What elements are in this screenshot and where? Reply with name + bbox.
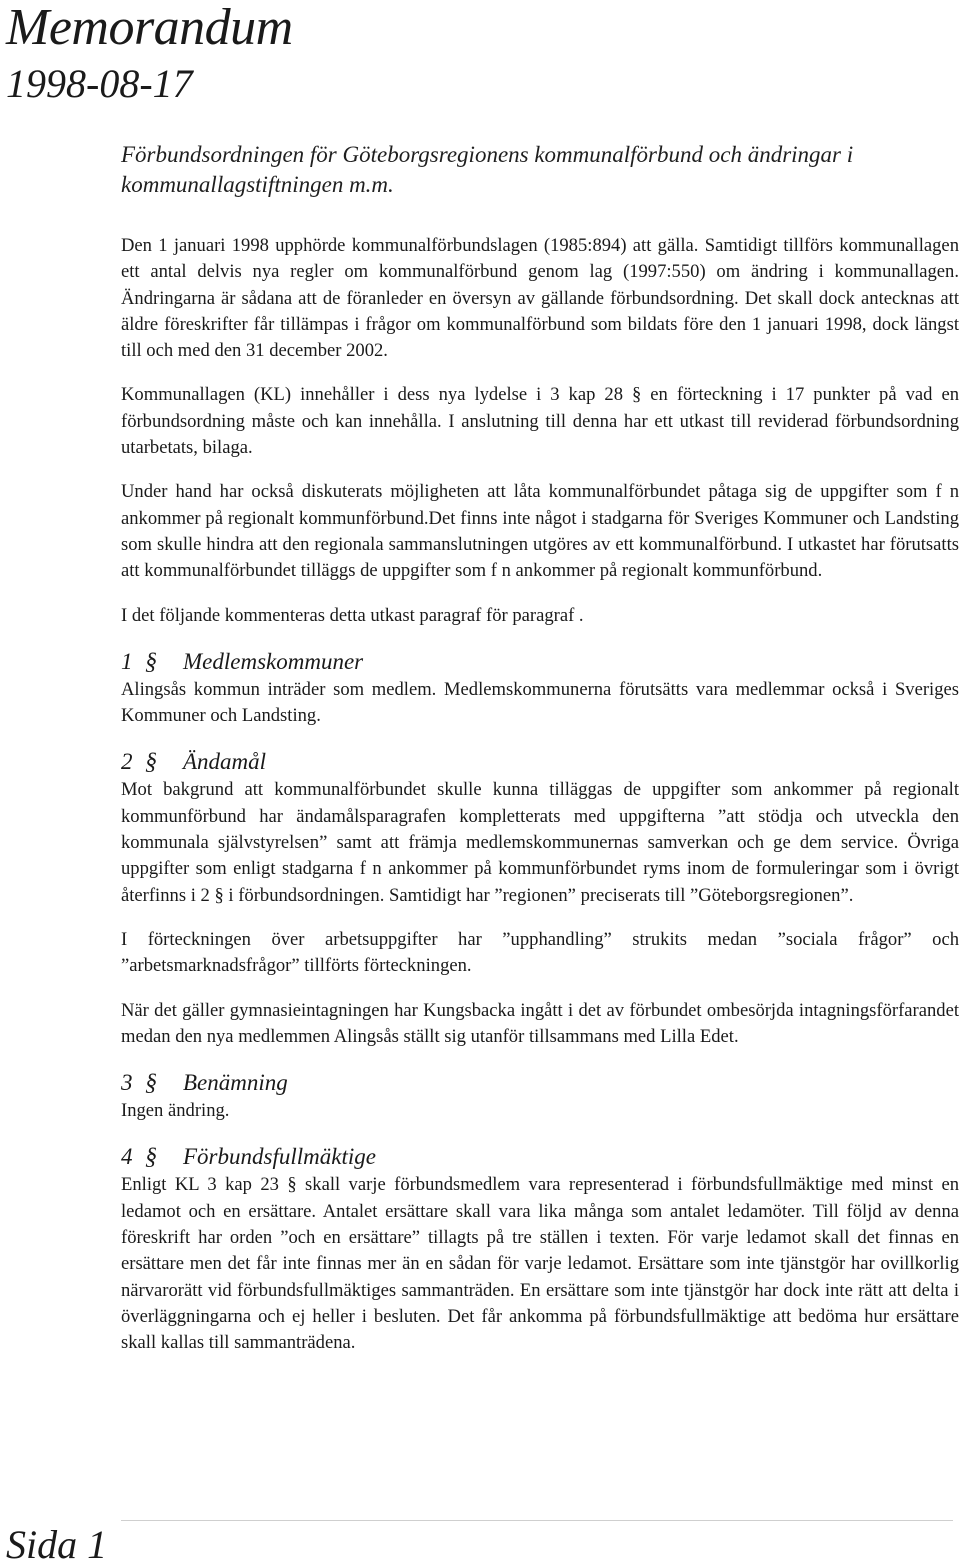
section-title: Förbundsfullmäktige <box>183 1144 376 1170</box>
subject-heading: Förbundsordningen för Göteborgsregionens kommunalförbund och ändringar i kommunallagstiftningen m.m. <box>121 142 854 197</box>
section-3 <box>121 1068 959 1124</box>
intro-paragraph: I det följande kommenteras detta utkast paragraf för paragraf . <box>121 604 584 626</box>
section-title: Benämning <box>183 1070 288 1096</box>
section-2 <box>121 747 959 1050</box>
section-heading <box>121 747 959 777</box>
paragraph-symbol: § <box>145 1144 157 1171</box>
section-paragraph: Alingsås kommun inträder som medlem. Medlemskommunerna förutsätts vara medlemmar också i Sveriges Kommuner och Landsting. <box>121 678 959 727</box>
section-number: 2 <box>121 749 133 775</box>
section-1 <box>121 647 959 730</box>
section-heading <box>121 1068 959 1098</box>
intro-paragraph: Kommunallagen (KL) innehåller i dess nya lydelse i 3 kap 28 § en förteckning i 17 punkter på vad en förbundsordning måste och kan innehålla. I anslutning till denna har ett utkast till reviderad förbundsordning utarbetats, bilaga. <box>121 384 959 459</box>
section-paragraph: I förteckningen över arbetsuppgifter har ”upphandling” strukits medan ”sociala frågor” och ”arbetsmarknadsfrågor” tillförts förteckningen. <box>121 928 959 977</box>
section-title: Medlemskommuner <box>183 648 364 674</box>
section-number: 1 <box>121 648 133 674</box>
page-number: Sida 1 <box>6 1522 108 1567</box>
section-paragraph: Ingen ändring. <box>121 1100 230 1122</box>
section-number: 3 <box>121 1070 133 1096</box>
memo-title: Memorandum <box>6 0 293 56</box>
section-paragraph: När det gäller gymnasieintagningen har Kungsbacka ingått i det av förbundet ombesörjda intagningsförfarandet medan den nya medlemmen Alingsås ställt sig utanför tillsammans med Lilla Edet. <box>121 999 959 1047</box>
section-paragraph: Enligt KL 3 kap 23 § skall varje förbundsmedlem vara representerad i förbundsfullmäktige med minst en ledamot och en ersättare. Antalet ersättare skall vara lika många som antalet ledamöter. Till följd av denna föreskrift har orden ”och en ersättare” tillagts på tre ställen i texten. För varje ledamot skall det finnas en ersättare men det får inte finnas mer än en sådan för varje ledamot. Ersättare som inte tjänstgör har ovillkorlig närvarorätt vid förbundsfullmäktiges sammanträden. En ersättare som inte tjänstgör har dock inte rätt att delta i överläggningarna och ej heller i besluten. Det får ankomma på förbundsfullmäktige att bedöma hur ersättare skall kallas till sammanträdena. <box>121 1174 959 1354</box>
paragraph-symbol: § <box>145 1070 157 1097</box>
paragraph-symbol: § <box>145 749 157 776</box>
section-number: 4 <box>121 1144 133 1170</box>
memo-date: 1998-08-17 <box>6 61 193 106</box>
footer-divider <box>121 1520 953 1521</box>
section-heading <box>121 647 959 677</box>
document-body <box>121 140 959 1375</box>
intro-paragraph: Under hand har också diskuterats möjligheten att låta kommunalförbundet påtaga sig de uppgifter som f n ankommer på regionalt kommunförbund.Det finns inte något i stadgarna för Sveriges Kommuner och Landsting som skulle hindra att den regionala sammanslutningen utgöres av ett kommunalförbund. I utkastet har förutsatts att kommunalförbundet tilläggs de uppgifter som f n ankommer på regionalt kommunförbund. <box>121 481 959 582</box>
section-heading <box>121 1142 959 1172</box>
section-4 <box>121 1142 959 1356</box>
section-title: Ändamål <box>183 749 267 775</box>
section-paragraph: Mot bakgrund att kommunalförbundet skulle kunna tilläggas de uppgifter som ankommer på regionalt kommunförbund har ändamålsparagrafen kompletterats med uppgifterna ”att stödja och utveckla den kommunala självstyrelsen” samt att främja medlemskommunernas samverkan och ge dem service. Övriga uppgifter som enligt stadgarna f n ankommer på kommunförbundet ryms inom de formuleringar som i övrigt återfinns i 2 § i förbundsordningen. Samtidigt har ”regionen” preciserats till ”Göteborgsregionen”. <box>121 779 959 906</box>
intro-paragraph: Den 1 januari 1998 upphörde kommunalförbundslagen (1985:894) att gälla. Samtidigt tillförs kommunallagen ett antal delvis nya regler om kommunalförbund genom lag (1997:550) om ändring i kommunallagen. Ändringarna är sådana att de föranleder en översyn av gällande förbundsordning. Det skall dock antecknas att äldre föreskrifter får tillämpas i frågor om kommunalförbund som bildats före den 1 januari 1998, dock längst till och med den 31 december 2002. <box>121 235 959 362</box>
paragraph-symbol: § <box>145 648 157 675</box>
